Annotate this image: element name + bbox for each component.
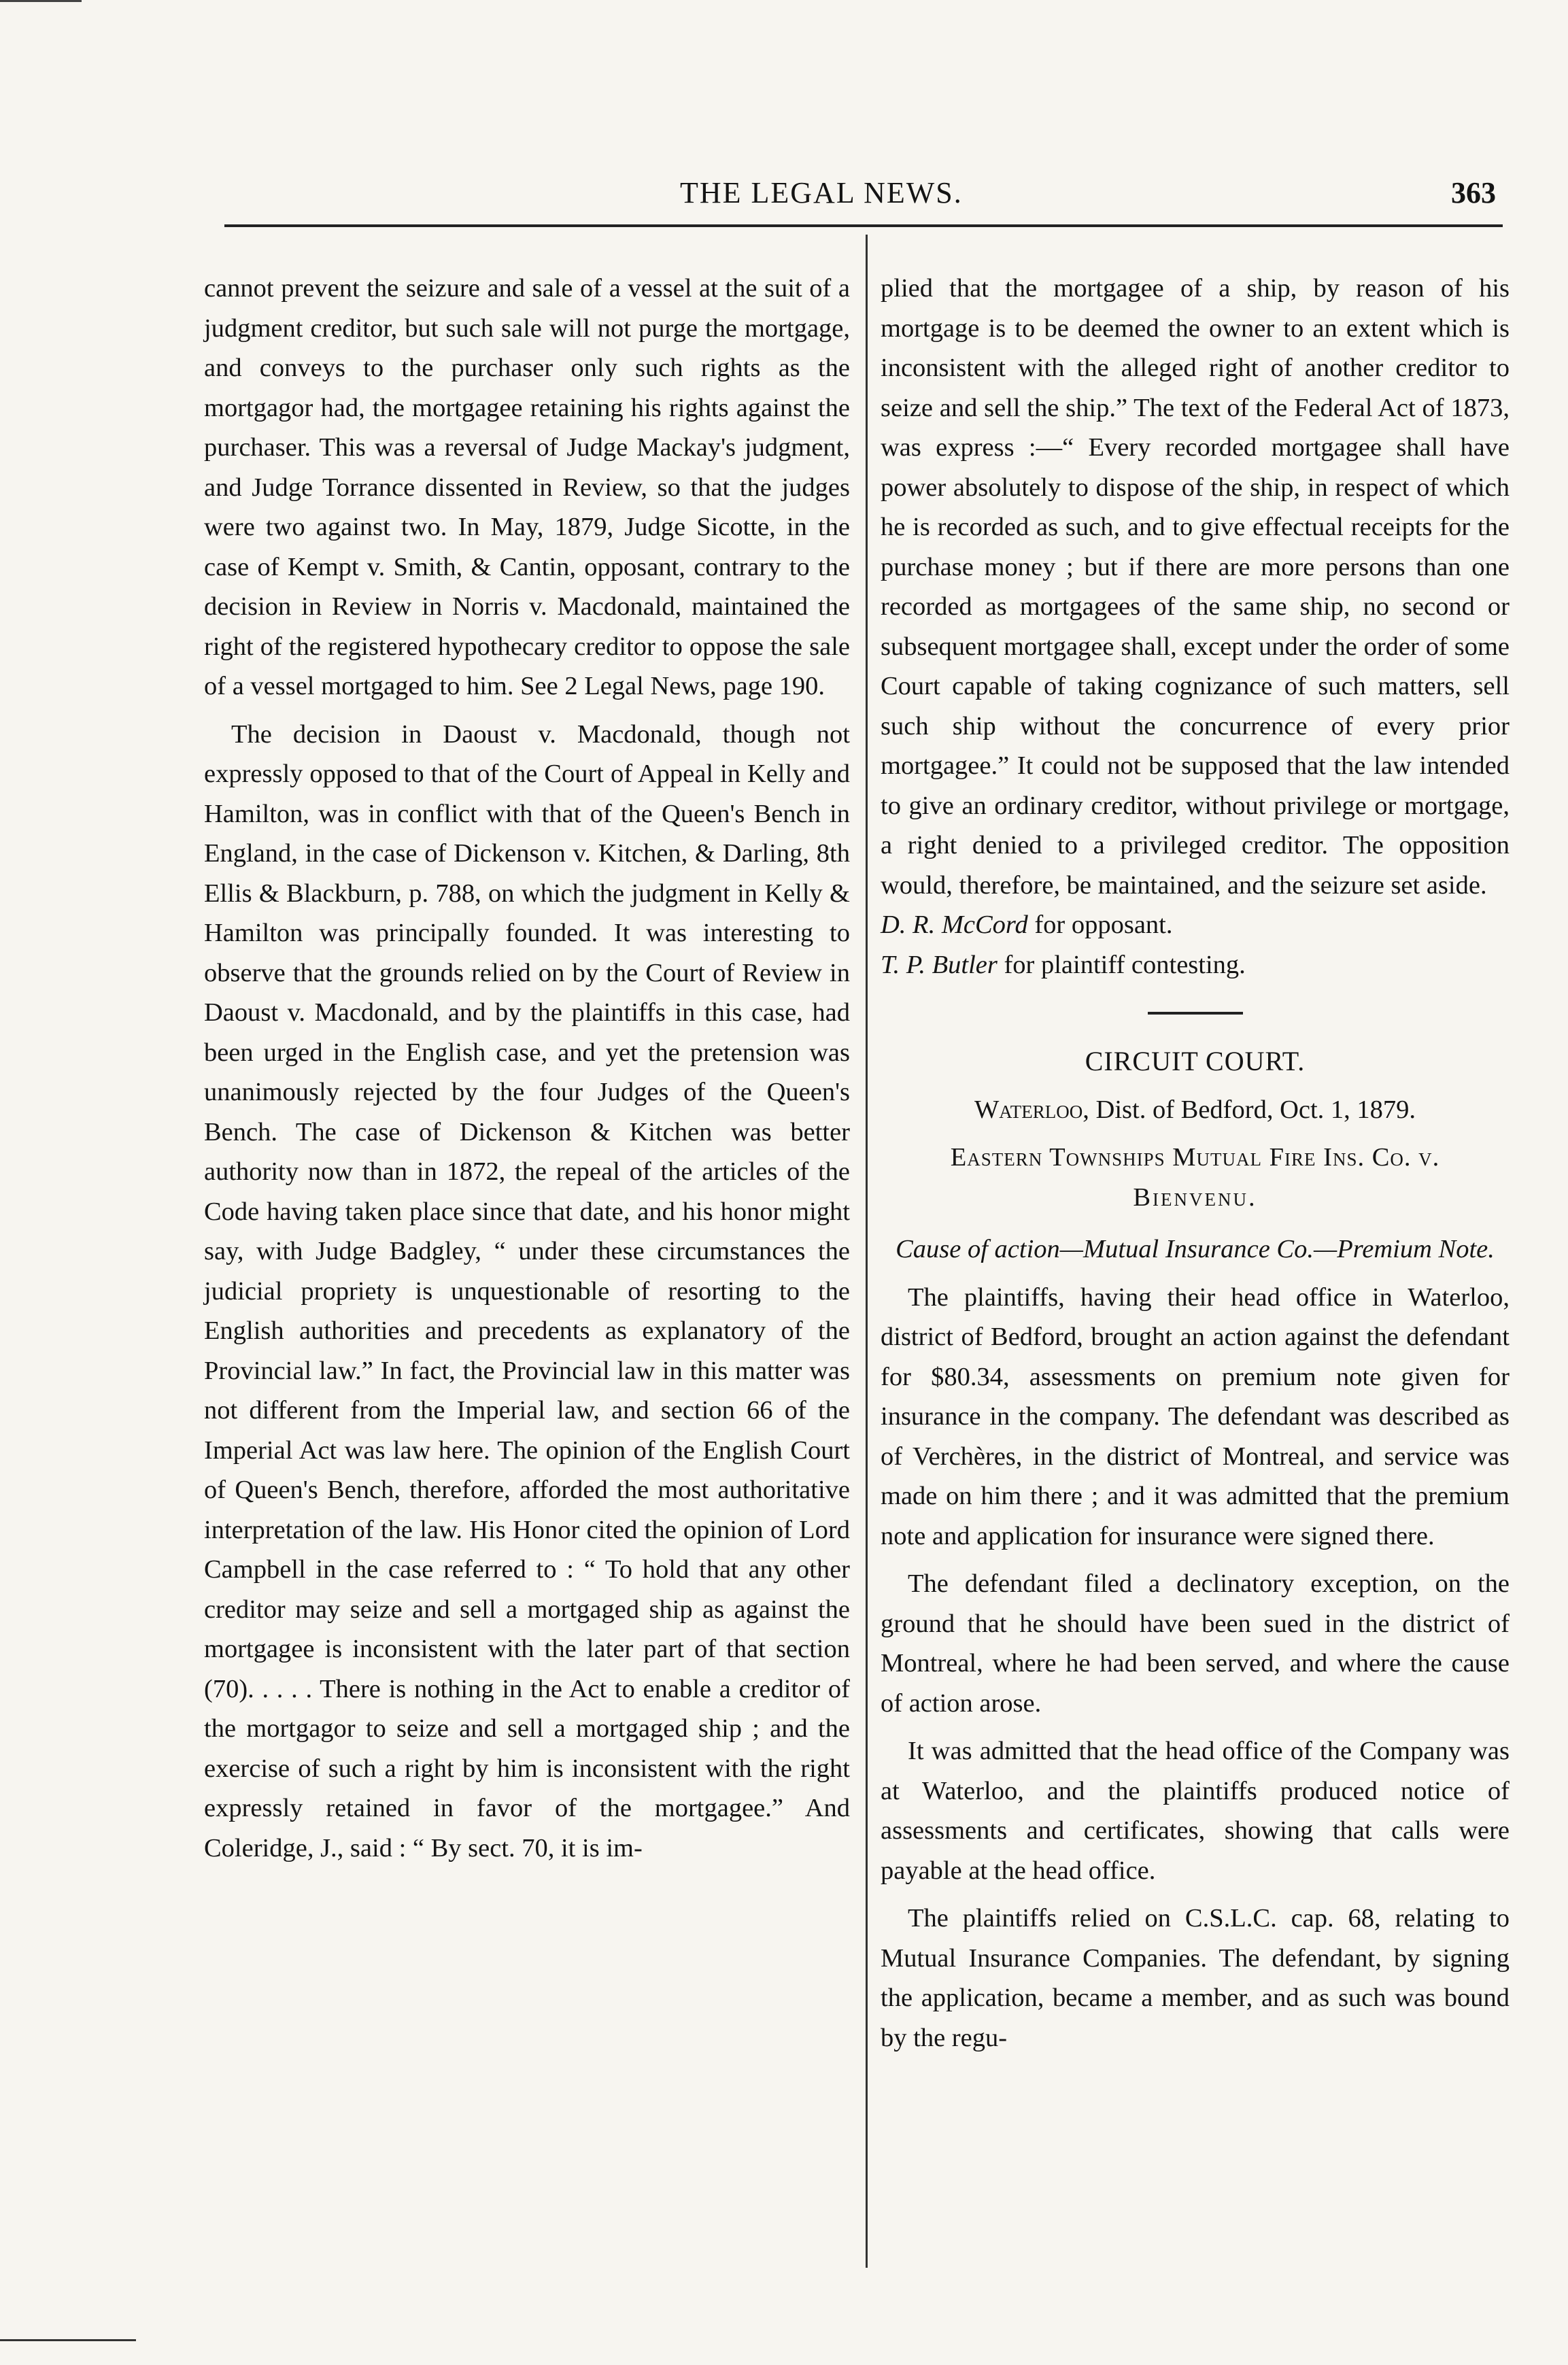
counsel-line bbox=[881, 905, 1510, 945]
paragraph: cannot prevent the seizure and sale of a vessel at the suit of a judgment creditor, but such sale will not purge the mortgage, and conveys to the purchaser only such rights as the mortgagor had, the mortgagee retaining his rights against the purchaser. This was a reversal of Judge Mackay's judgment, and Judge Torrance dissented in Review, so that the judges were two against two. In May, 1879, Judge Sicotte, in the case of Kempt v. Smith, & Cantin, opposant, contrary to the decision in Review in Norris v. Macdonald, maintained the right of the registered hypothecary creditor to oppose the sale of a vessel mortgaged to him. See 2 Legal News, page 190. bbox=[204, 274, 850, 700]
scan-edge-mark bbox=[0, 0, 82, 2]
section-divider bbox=[1148, 1012, 1243, 1015]
paragraph: The plaintiffs, having their head office in Waterloo, district of Bedford, brought an action against the defendant for $80.34, assessments on premium note given for insurance in the company. The defendant was described as of Verchères, in the district of Montreal, and service was made on him there ; and it was admitted that the premium note and application for insurance were signed there. bbox=[881, 1282, 1510, 1550]
case-town: Waterloo, bbox=[974, 1095, 1089, 1124]
counsel-name: T. P. Butler bbox=[881, 950, 998, 979]
left-column bbox=[204, 269, 850, 1868]
counsel-role: for plaintiff contesting. bbox=[997, 950, 1246, 979]
paragraph: plied that the mortgagee of a ship, by reason of his mortgage is to be deemed the owner to an extent which is inconsistent with the alleged right of another creditor to seize and sell the ship.” The text of the Federal Act of 1873, was express :—“ Every recorded mortgagee shall have power absolutely to dispose of the ship, in respect of which he is recorded as such, and to give effectual receipts for the purchase money ; but if there are more persons than one recorded as mortgagees of the same ship, no second or subsequent mortgagee shall, except under the order of some Court capable of taking cognizance of such matters, sell such ship without the concurrence of every prior mortgagee.” It could not be supposed that the law intended to give an ordinary creditor, without privilege or mortgage, a right denied to a privileged creditor. The opposition would, therefore, be maintained, and the seizure set aside. bbox=[881, 274, 1510, 900]
counsel-role: for opposant. bbox=[1027, 911, 1173, 939]
paragraph: The plaintiffs relied on C.S.L.C. cap. 68, relating to Mutual Insurance Companies. The defendant, by signing the application, became a member, and as such was bound by the regu- bbox=[881, 1904, 1510, 2052]
header-rule bbox=[224, 224, 1503, 227]
page-header bbox=[224, 175, 1496, 223]
right-column bbox=[881, 269, 1510, 2058]
headnote: Cause of action—Mutual Insurance Co.—Premium Note. bbox=[896, 1235, 1495, 1263]
case-place-date bbox=[881, 1090, 1510, 1130]
page-number: 363 bbox=[1451, 176, 1496, 209]
paragraph: The defendant filed a declinatory exception, on the ground that he should have been sued in the district of Montreal, where he had been served, and where the cause of action arose. bbox=[881, 1569, 1510, 1718]
case-district-date: Dist. of Bedford, Oct. 1, 1879. bbox=[1089, 1095, 1416, 1124]
counsel-line bbox=[881, 945, 1510, 985]
case-title: Eastern Townships Mutual Fire Ins. Co. v. bbox=[950, 1143, 1440, 1172]
section-heading: CIRCUIT COURT. bbox=[1085, 1046, 1306, 1076]
case-title-defendant: Bienvenu. bbox=[1133, 1182, 1257, 1212]
footer-mark bbox=[0, 2339, 136, 2341]
counsel-name: D. R. McCord bbox=[881, 911, 1028, 939]
paragraph: The decision in Daoust v. Macdonald, though not expressly opposed to that of the Court of Appeal in Kelly and Hamilton, was in conflict with that of the Queen's Bench in England, in the case of Dickenson v. Kitchen, & Darling, 8th Ellis & Blackburn, p. 788, on which the judgment in Kelly & Hamilton was principally founded. It was interesting to observe that the grounds relied on by the Court of Review in Daoust v. Macdonald, and by the plaintiffs in this case, had been urged in the English case, and yet the pretension was unanimously rejected by the four Judges of the Queen's Bench. The case of Dickenson & Kitchen was better authority now than in 1872, the repeal of the articles of the Code having taken place since that date, and his honor might say, with Judge Badgley, “ under these circumstances the judicial propriety is unquestionable of resorting to the English authorities and precedents as explanatory of the Provincial law.” In fact, the Provincial law in this matter was not different from the Imperial law, and section 66 of the Imperial Act was law here. The opinion of the English Court of Queen's Bench, therefore, afforded the most authoritative interpretation of the law. His Honor cited the opinion of Lord Campbell in the case referred to : “ To hold that any other creditor may seize and sell a mortgaged ship as against the mortgagee is inconsistent with the later part of that section (70). . . . . There is nothing in the Act to enable a creditor of the mortgagor to seize and sell a mortgaged ship ; and the exercise of such a right by him is inconsistent with the right expressly retained in favor of the mortgagee.” And Coleridge, J., said : “ By sect. 70, it is im- bbox=[204, 719, 850, 1862]
running-title: THE LEGAL NEWS. bbox=[680, 176, 963, 209]
paragraph: It was admitted that the head office of the Company was at Waterloo, and the plaintiffs produced notice of assessments and certificates, showing that calls were payable at the head office. bbox=[881, 1737, 1510, 1885]
column-divider bbox=[866, 235, 868, 2268]
